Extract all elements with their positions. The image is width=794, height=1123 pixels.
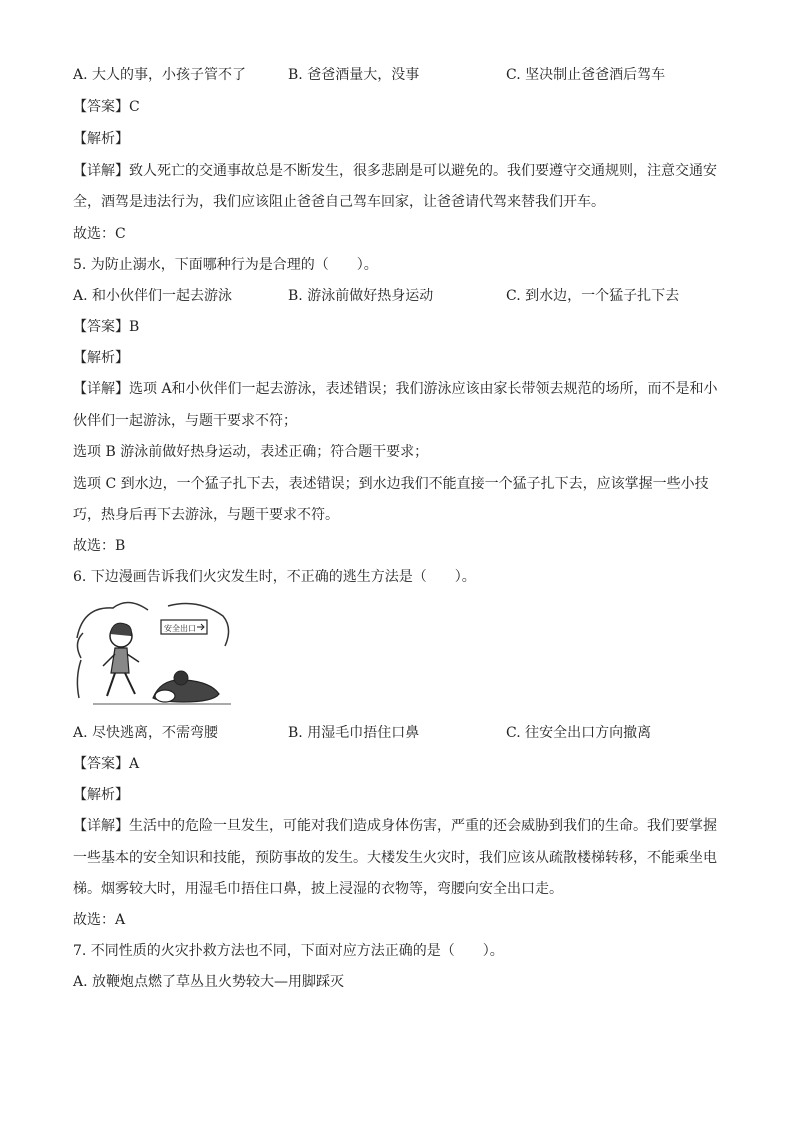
q6-option-b: B. 用湿毛巾捂住口鼻: [288, 725, 420, 741]
q5-detail-line-5: 巧，热身后再下去游泳，与题干要求不符。: [73, 507, 339, 523]
exit-sign-text: 安全出口: [164, 624, 196, 633]
fire-escape-cartoon: [73, 598, 233, 710]
q4-answer: 【答案】C: [73, 99, 140, 115]
q5-detail-line-4: 选项 C 到水边，一个猛子扎下去，表述错误；到水边我们不能直接一个猛子扎下去，应该掌握一些小技: [73, 476, 709, 492]
q4-option-a: A. 大人的事，小孩子管不了: [73, 67, 247, 83]
q4-conclusion: 故选：C: [73, 226, 126, 242]
q6-analysis-heading: 【解析】: [73, 787, 129, 803]
q5-detail-line-2: 伙伴们一起游泳，与题干要求不符；: [73, 413, 297, 429]
q6-option-a: A. 尽快逃离，不需弯腰: [73, 725, 219, 741]
q5-option-c: C. 到水边，一个猛子扎下去: [506, 288, 680, 304]
q5-answer: 【答案】B: [73, 319, 140, 335]
q5-option-b: B. 游泳前做好热身运动: [288, 288, 434, 304]
q7-option-a: A. 放鞭炮点燃了草丛且火势较大—用脚踩灭: [73, 974, 345, 990]
q4-option-c: C. 坚决制止爸爸酒后驾车: [506, 67, 666, 83]
q6-answer: 【答案】A: [73, 756, 140, 772]
q5-option-a: A. 和小伙伴们一起去游泳: [73, 288, 233, 304]
q7-question: 7. 不同性质的火灾扑救方法也不同，下面对应方法正确的是（ ）。: [73, 943, 504, 959]
q5-detail-line-3: 选项 B 游泳前做好热身运动，表述正确；符合题干要求；: [73, 444, 429, 460]
q6-detail-line-3: 梯。烟雾较大时，用湿毛巾捂住口鼻，披上浸湿的衣物等，弯腰向安全出口走。: [73, 881, 563, 897]
q5-analysis-heading: 【解析】: [73, 350, 129, 366]
q6-conclusion: 故选：A: [73, 912, 126, 928]
q5-conclusion: 故选：B: [73, 538, 126, 554]
q6-detail-line-1: 【详解】生活中的危险一旦发生，可能对我们造成身体伤害，严重的还会威胁到我们的生命。我们要掌握: [73, 818, 717, 834]
q5-question: 5. 为防止溺水，下面哪种行为是合理的（ ）。: [73, 257, 378, 273]
q4-analysis-heading: 【解析】: [73, 131, 129, 147]
q6-question: 6. 下边漫画告诉我们火灾发生时，不正确的逃生方法是（ ）。: [73, 569, 476, 585]
q4-detail-line-1: 【详解】致人死亡的交通事故总是不断发生，很多悲剧是可以避免的。我们要遵守交通规则，注意交通安: [73, 163, 717, 179]
q4-option-b: B. 爸爸酒量大，没事: [288, 67, 420, 83]
q5-detail-line-1: 【详解】选项 A和小伙伴们一起去游泳，表述错误；我们游泳应该由家长带领去规范的场所，而不是和小: [73, 381, 718, 397]
q4-detail-line-2: 全，酒驾是违法行为，我们应该阻止爸爸自己驾车回家，让爸爸请代驾来替我们开车。: [73, 194, 605, 210]
q6-detail-line-2: 一些基本的安全知识和技能，预防事故的发生。大楼发生火灾时，我们应该从疏散楼梯转移，不能乘坐电: [73, 850, 717, 866]
q6-option-c: C. 往安全出口方向撤离: [506, 725, 652, 741]
